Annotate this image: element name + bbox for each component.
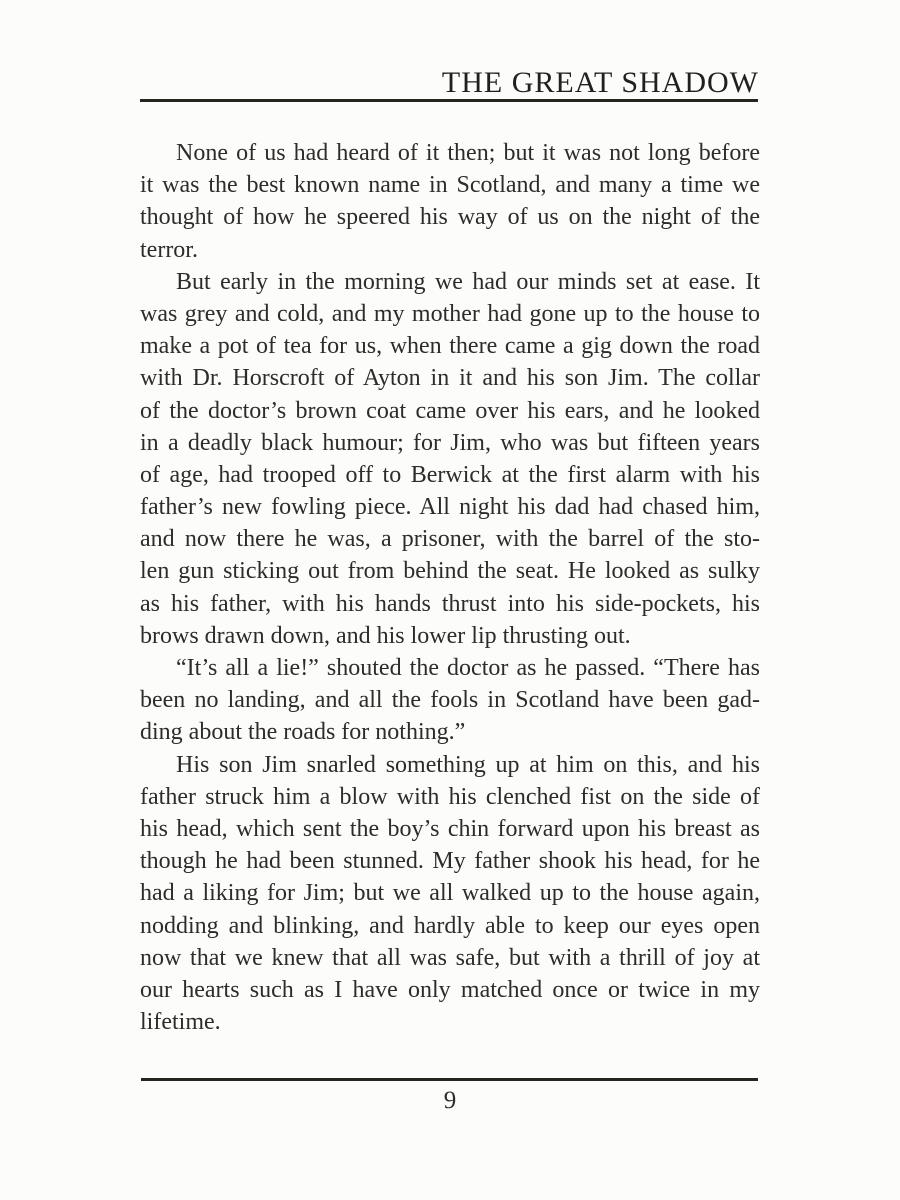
text-line: been no landing, and all the fools in Scotland have been gad- <box>140 687 760 714</box>
text-line: But early in the morning we had our minds set at ease. It <box>176 268 760 295</box>
text-line: brows drawn down, and his lower lip thrusting out. <box>140 622 631 649</box>
text-line: of age, had trooped off to Berwick at the first alarm with his <box>140 461 760 488</box>
text-line: with Dr. Horscroft of Ayton in it and his son Jim. The collar <box>140 365 760 392</box>
text-line: None of us had heard of it then; but it was not long before <box>176 140 760 166</box>
text-line: father struck him a blow with his clenched fist on the side of <box>140 783 760 810</box>
paragraph <box>140 137 760 266</box>
paragraph <box>140 749 760 1039</box>
text-line: father’s new fowling piece. All night his dad had chased him, <box>140 494 760 521</box>
footer-rule <box>141 1078 758 1081</box>
paragraph <box>140 652 760 749</box>
text-line: of the doctor’s brown coat came over his ears, and he looked <box>140 397 760 424</box>
text-line: len gun sticking out from behind the seat. He looked as sulky <box>140 558 760 585</box>
text-line: lifetime. <box>140 1009 221 1036</box>
text-line: though he had been stunned. My father shook his head, for he <box>140 848 760 875</box>
running-head-title: THE GREAT SHADOW <box>441 66 759 99</box>
text-line: was grey and cold, and my mother had gone up to the house to <box>140 300 760 327</box>
text-line: ding about the roads for nothing.” <box>140 719 466 746</box>
text-line: make a pot of tea for us, when there came a gig down the road <box>140 333 760 360</box>
text-line: our hearts such as I have only matched once or twice in my <box>140 976 760 1003</box>
text-line: and now there he was, a prisoner, with the barrel of the sto- <box>140 526 760 553</box>
text-line: it was the best known name in Scotland, and many a time we <box>140 172 760 199</box>
text-line: had a liking for Jim; but we all walked up to the house again, <box>140 880 760 907</box>
text-line: in a deadly black humour; for Jim, who was but fifteen years <box>140 429 760 456</box>
text-line: thought of how he speered his way of us on the night of the <box>140 204 760 231</box>
text-line: as his father, with his hands thrust into his side-pockets, his <box>140 590 760 617</box>
text-line: now that we knew that all was safe, but with a thrill of joy at <box>140 944 760 971</box>
text-line: terror. <box>140 236 198 263</box>
text-line: “It’s all a lie!” shouted the doctor as he passed. “There has <box>176 655 760 681</box>
header-rule <box>140 99 758 102</box>
page-number: 9 <box>443 1087 457 1114</box>
text-line: his head, which sent the boy’s chin forward upon his breast as <box>140 815 760 842</box>
paragraph <box>140 266 760 652</box>
body-text <box>140 137 760 1038</box>
text-line: His son Jim snarled something up at him on this, and his <box>176 751 760 778</box>
text-line: nodding and blinking, and hardly able to keep our eyes open <box>140 912 760 939</box>
